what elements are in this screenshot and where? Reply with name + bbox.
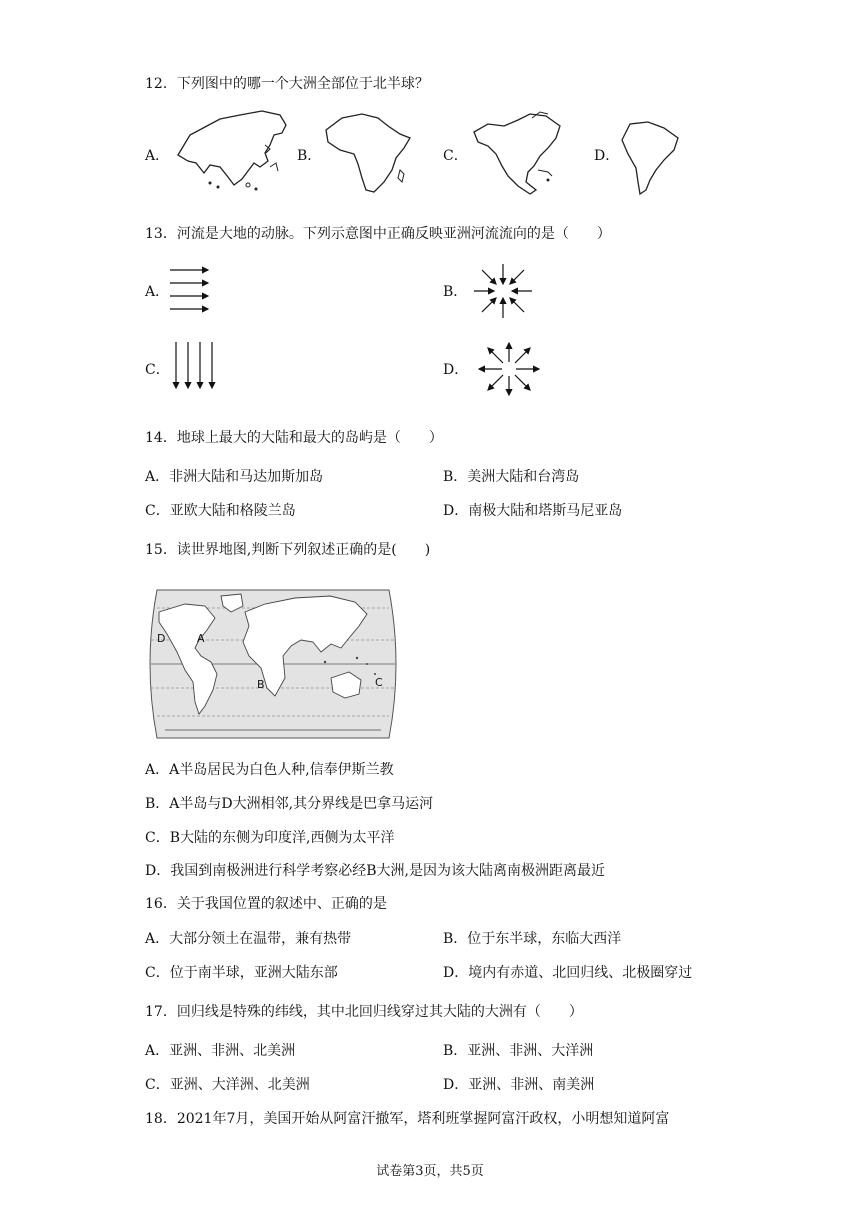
q17-option-b: B．亚洲、非洲、大洋洲	[443, 1043, 594, 1059]
q14-stem: 14．地球上最大的大陆和最大的岛屿是（ ）	[145, 430, 443, 446]
q12-label-c: C．	[443, 148, 468, 164]
q17-stem: 17．回归线是特殊的纬线，其中北回归线穿过其大陆的大洲有（ ）	[145, 1004, 583, 1020]
q12-label-b: B．	[297, 148, 322, 164]
q18-stem: 18．2021年7月，美国开始从阿富汗撤军，塔利班掌握阿富汗政权，小明想知道阿富	[145, 1111, 670, 1127]
q13-label-a: A．	[145, 284, 170, 300]
page-footer: 试卷第3页，共5页	[376, 1164, 484, 1179]
q16-option-d: D．境内有赤道、北回归线、北极圈穿过	[443, 965, 693, 981]
q17-option-c: C．亚洲、大洋洲、北美洲	[145, 1077, 310, 1093]
map-label-a: A	[197, 632, 205, 645]
q14-option-d: D．南极大陆和塔斯马尼亚岛	[443, 503, 623, 519]
q17-option-a: A．亚洲、非洲、北美洲	[145, 1043, 296, 1059]
q14-option-b: B．美洲大陆和台湾岛	[443, 469, 580, 485]
south-america-outline-image	[618, 118, 688, 198]
q13-label-b: B．	[443, 284, 468, 300]
q15-option-b: B．A半岛与D大洲相邻,其分界线是巴拿马运河	[145, 796, 434, 812]
q13-stem: 13．河流是大地的动脉。下列示意图中正确反映亚洲河流流向的是（ ）	[145, 226, 611, 242]
q12-label-a: A．	[145, 148, 170, 164]
arrows-east-diagram	[168, 262, 213, 317]
q14-option-a: A．非洲大陆和马达加斯加岛	[145, 469, 324, 485]
map-label-c: C	[375, 676, 383, 689]
north-america-outline-image	[468, 110, 568, 200]
q15-option-a: A．A半岛居民为白色人种,信奉伊斯兰教	[145, 762, 394, 778]
arrows-south-diagram	[170, 340, 220, 392]
q15-option-d: D．我国到南极洲进行科学考察必经B大洲,是因为该大陆离南极洲距离最近	[145, 863, 605, 879]
q17-option-d: D．亚洲、非洲、南美洲	[443, 1077, 595, 1093]
q16-option-b: B．位于东半球，东临大西洋	[443, 931, 622, 947]
map-label-d: D	[157, 632, 166, 645]
map-label-b: B	[257, 678, 265, 691]
q14-option-c: C．亚欧大陆和格陵兰岛	[145, 503, 296, 519]
arrows-converging-diagram	[472, 262, 534, 320]
africa-outline-image	[322, 112, 417, 197]
q16-option-c: C．位于南半球，亚洲大陆东部	[145, 965, 338, 981]
world-map-image	[145, 582, 401, 746]
q13-label-d: D．	[443, 362, 469, 378]
q16-option-a: A．大部分领土在温带，兼有热带	[145, 931, 352, 947]
q16-stem: 16．关于我国位置的叙述中、正确的是	[145, 896, 387, 912]
q15-stem: 15．读世界地图,判断下列叙述正确的是( )	[145, 542, 431, 558]
asia-outline-image	[170, 105, 290, 195]
q12-label-d: D．	[594, 148, 620, 164]
q12-stem: 12．下列图中的哪一个大洲全部位于北半球？	[145, 76, 429, 92]
q13-label-c: C．	[145, 362, 170, 378]
world-map-figure	[145, 582, 401, 746]
q15-option-c: C．B大陆的东侧为印度洋,西侧为太平洋	[145, 830, 395, 846]
arrows-diverging-diagram	[476, 340, 542, 398]
